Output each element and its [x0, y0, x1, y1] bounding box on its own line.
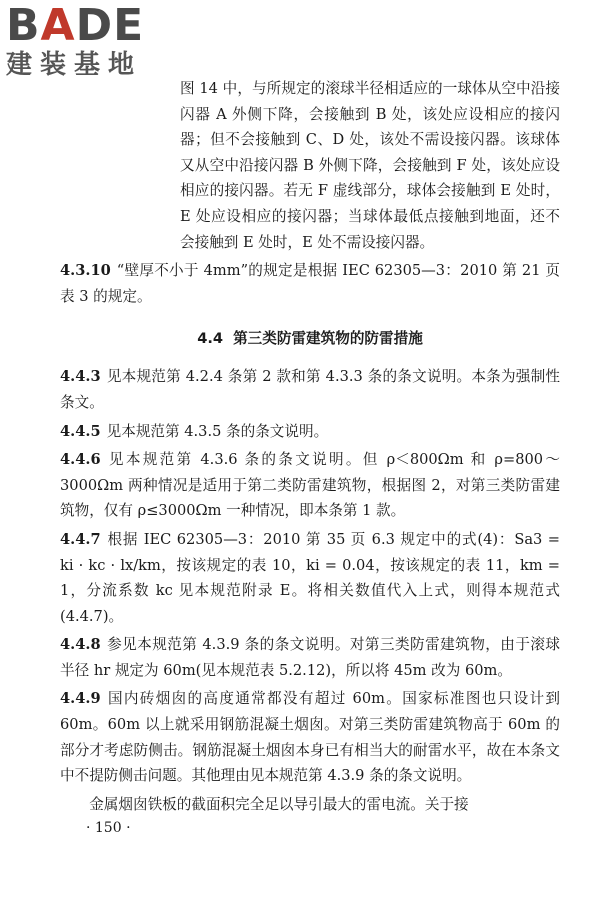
section-title: [60, 327, 560, 348]
page-body: [60, 76, 560, 817]
paragraph-metal-chimney: 金属烟囱铁板的截面积完全足以导引最大的雷电流。关于接: [89, 795, 469, 813]
clause-number: 4.4.8: [60, 636, 101, 654]
clause-text: 见本规范第 4.3.5 条的条文说明。: [106, 422, 329, 440]
clause-4-4-5: [60, 419, 560, 445]
clause-text: 根据 IEC 62305—3：2010 第 35 页 6.3 规定中的式(4)：Sa3 = ki · kc · lx/km，按该规定的表 10，ki = 0.04，按该规定的表 11，km = 1，分流系数 kc 见本规范附录 E。将相关数值代入上式，则得本规范式(4.4.7)。: [60, 530, 560, 625]
clause-number: 4.4.7: [60, 530, 101, 548]
clause-text: 见本规范第 4.2.4 条第 2 款和第 4.3.3 条的条文说明。本条为强制性条文。: [60, 368, 560, 411]
clause-number: 4.3.10: [60, 262, 111, 280]
clause-number: 4.4.9: [60, 690, 101, 708]
clause-4-3-10: [60, 258, 560, 309]
clause-4-4-8: [60, 632, 560, 683]
clause-text: 国内砖烟囱的高度通常都没有超过 60m。国家标准图也只设计到 60m。60m 以上就采用钢筋混凝土烟囱。对第三类防雷建筑物高于 60m 的部分才考虑防侧击。钢筋混凝土烟囱本身已有相当大的耐雷水平，故在本条文中不提防侧击问题。其他理由见本规范第 4.3.9 条的条文说明。: [60, 690, 560, 785]
clause-4-4-7: [60, 527, 560, 629]
clause-number: 4.4.3: [60, 368, 101, 386]
clause-number: 4.4.6: [60, 451, 101, 469]
clause-4-4-9: [60, 686, 560, 788]
logo-wordmark: BADE: [6, 0, 145, 51]
page-number: · 150 ·: [86, 820, 131, 836]
clause-text: 见本规范第 4.3.6 条的条文说明。但 ρ＜800Ωm 和 ρ=800～3000Ωm 两种情况是适用于第二类防雷建筑物，根据图 2，对第三类防雷建筑物，仅有 ρ≤3000Ωm 一种情况，即本条第 1 款。: [60, 451, 560, 520]
clause-number: 4.4.5: [60, 422, 101, 440]
clause-text: 参见本规范第 4.3.9 条的条文说明。对第三类防雷建筑物，由于滚球半径 hr 规定为 60m(见本规范表 5.2.12)，所以将 45m 改为 60m。: [60, 636, 560, 679]
clause-4-4-6: [60, 447, 560, 524]
paragraph-figure14: 图 14 中，与所规定的滚球半径相适应的一球体从空中沿接闪器 A 外侧下降，会接触到 B 处，该处应设相应的接闪器；但不会接触到 C、D 处，该处不需设接闪器。该球体又从空中沿接闪器 B 外侧下降，会接触到 F 处，该处应设相应的接闪器。若无 F 虚线部分，球体会接触到 E 处时，E 处应设相应的接闪器；当球体最低点接触到地面，还不会接触到 E 处时，E 处不需设接闪器。: [180, 80, 560, 251]
clause-text: “壁厚不小于 4mm”的规定是根据 IEC 62305—3：2010 第 21 页表 3 的规定。: [60, 262, 560, 305]
section-number: 4.4: [197, 330, 224, 348]
section-heading: 第三类防雷建筑物的防雷措施: [233, 330, 423, 348]
clause-4-4-3: [60, 364, 560, 415]
site-logo: [6, 0, 206, 80]
logo-subtitle: 建装基地: [6, 50, 143, 80]
